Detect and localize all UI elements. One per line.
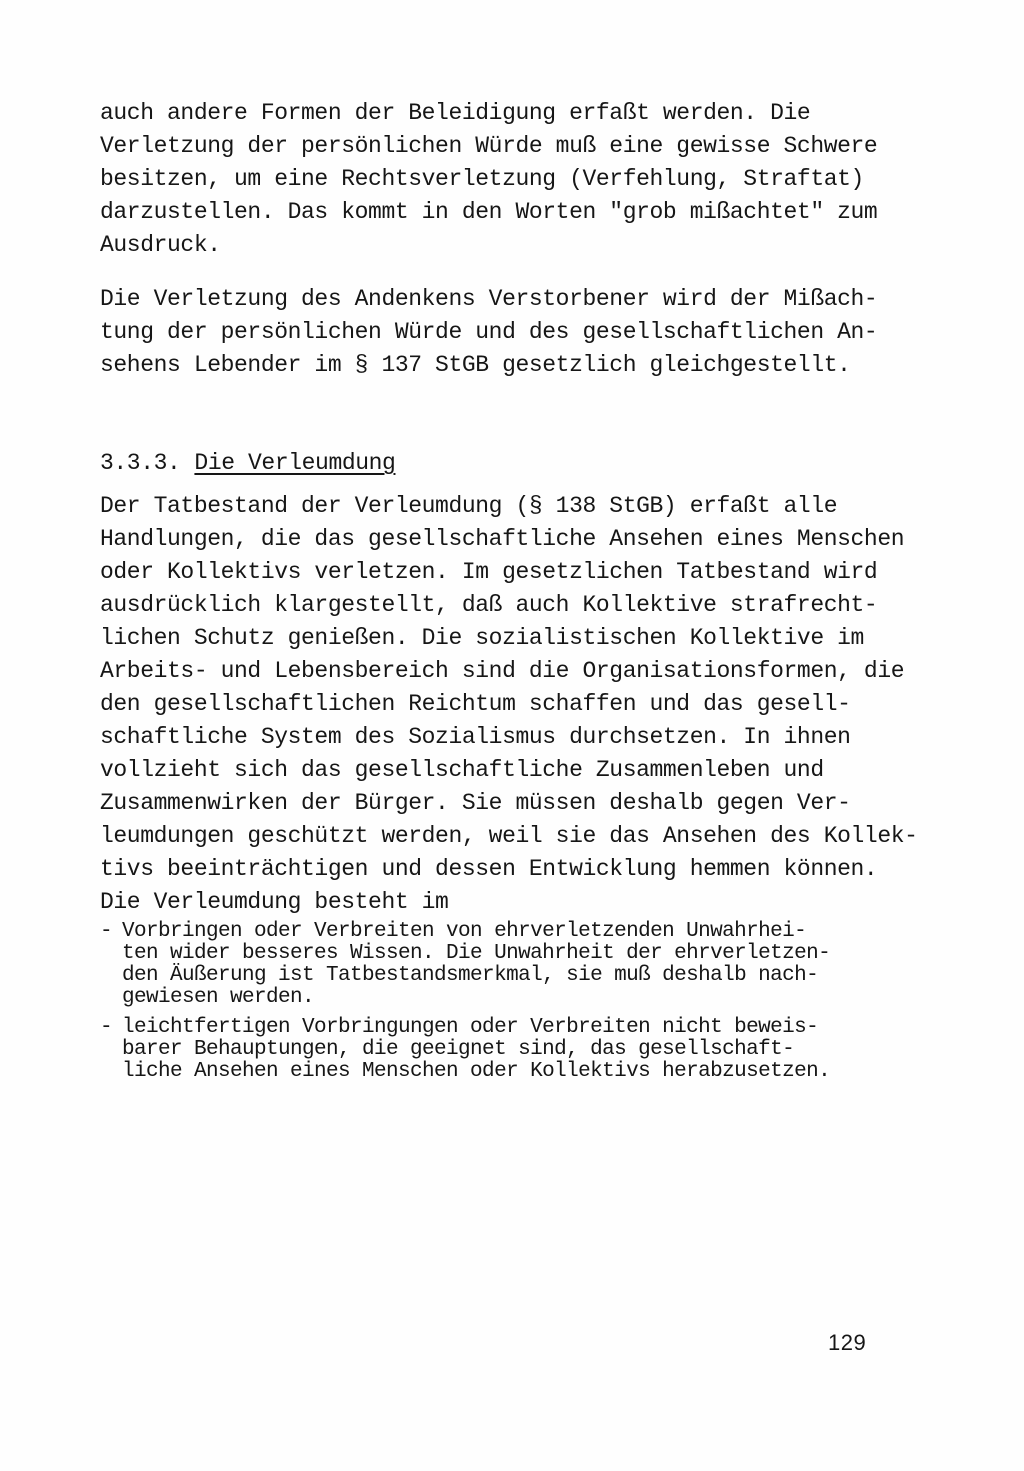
text-line: Ausdruck. — [100, 232, 221, 258]
text-line: den gesellschaftlichen Reichtum schaffen und das gesell- — [100, 691, 851, 717]
text-line: barer Behauptungen, die geeignet sind, das gesellschaft- — [122, 1038, 795, 1061]
paragraph-intro — [100, 97, 920, 262]
text-line: ausdrücklich klargestellt, daß auch Kollektive strafrecht- — [100, 592, 878, 618]
text-line: lichen Schutz genießen. Die sozialistischen Kollektive im — [100, 625, 864, 651]
list-item — [100, 921, 930, 1009]
text-line: Zusammenwirken der Bürger. Sie müssen deshalb gegen Ver- — [100, 790, 851, 816]
bullet-dash: - — [100, 920, 113, 943]
text-line: Handlungen, die das gesellschaftliche Ansehen eines Menschen — [100, 526, 905, 552]
text-line: tung der persönlichen Würde und des gesellschaftlichen An- — [100, 319, 878, 345]
text-line: Vorbringen oder Verbreiten von ehrverletzenden Unwahrhei- — [122, 920, 807, 943]
text-line: leichtfertigen Vorbringungen oder Verbreiten nicht beweis- — [122, 1016, 819, 1039]
text-line: Der Tatbestand der Verleumdung (§ 138 StGB) erfaßt alle — [100, 493, 838, 519]
text-line: leumdungen geschützt werden, weil sie das Ansehen des Kollek- — [100, 823, 918, 849]
section-number: 3.3.3. — [100, 450, 181, 476]
list-item — [100, 1017, 930, 1083]
bullet-list — [100, 921, 930, 1083]
text-line: sehens Lebender im § 137 StGB gesetzlich gleichgestellt. — [100, 352, 851, 378]
text-line: Verletzung der persönlichen Würde muß eine gewisse Schwere — [100, 133, 878, 159]
paragraph-andenken — [100, 283, 920, 382]
text-line: liche Ansehen eines Menschen oder Kollektivs herabzusetzen. — [122, 1060, 831, 1083]
text-line: Die Verleumdung besteht im — [100, 889, 449, 915]
text-line: oder Kollektivs verletzen. Im gesetzlichen Tatbestand wird — [100, 559, 878, 585]
text-line: den Äußerung ist Tatbestandsmerkmal, sie muß deshalb nach- — [122, 964, 819, 987]
bullet-dash: - — [100, 1016, 113, 1039]
text-line: Die Verletzung des Andenkens Verstorbener wird der Mißach- — [100, 286, 878, 312]
text-line: darzustellen. Das kommt in den Worten "grob mißachtet" zum — [100, 199, 878, 225]
text-line: auch andere Formen der Beleidigung erfaßt werden. Die — [100, 100, 811, 126]
text-line: schaftliche System des Sozialismus durchsetzen. In ihnen — [100, 724, 851, 750]
page-number: 129 — [828, 1330, 867, 1355]
text-line: Arbeits- und Lebensbereich sind die Organisationsformen, die — [100, 658, 905, 684]
text-line: besitzen, um eine Rechtsverletzung (Verfehlung, Straftat) — [100, 166, 864, 192]
text-line: vollzieht sich das gesellschaftliche Zusammenleben und — [100, 757, 824, 783]
text-line: ten wider besseres Wissen. Die Unwahrheit der ehrverletzen- — [122, 942, 831, 965]
text-line: gewiesen werden. — [122, 986, 315, 1009]
section-title: Die Verleumdung — [194, 450, 396, 476]
section-heading — [100, 447, 395, 480]
paragraph-verleumdung — [100, 490, 920, 919]
text-line: tivs beeinträchtigen und dessen Entwicklung hemmen können. — [100, 856, 878, 882]
